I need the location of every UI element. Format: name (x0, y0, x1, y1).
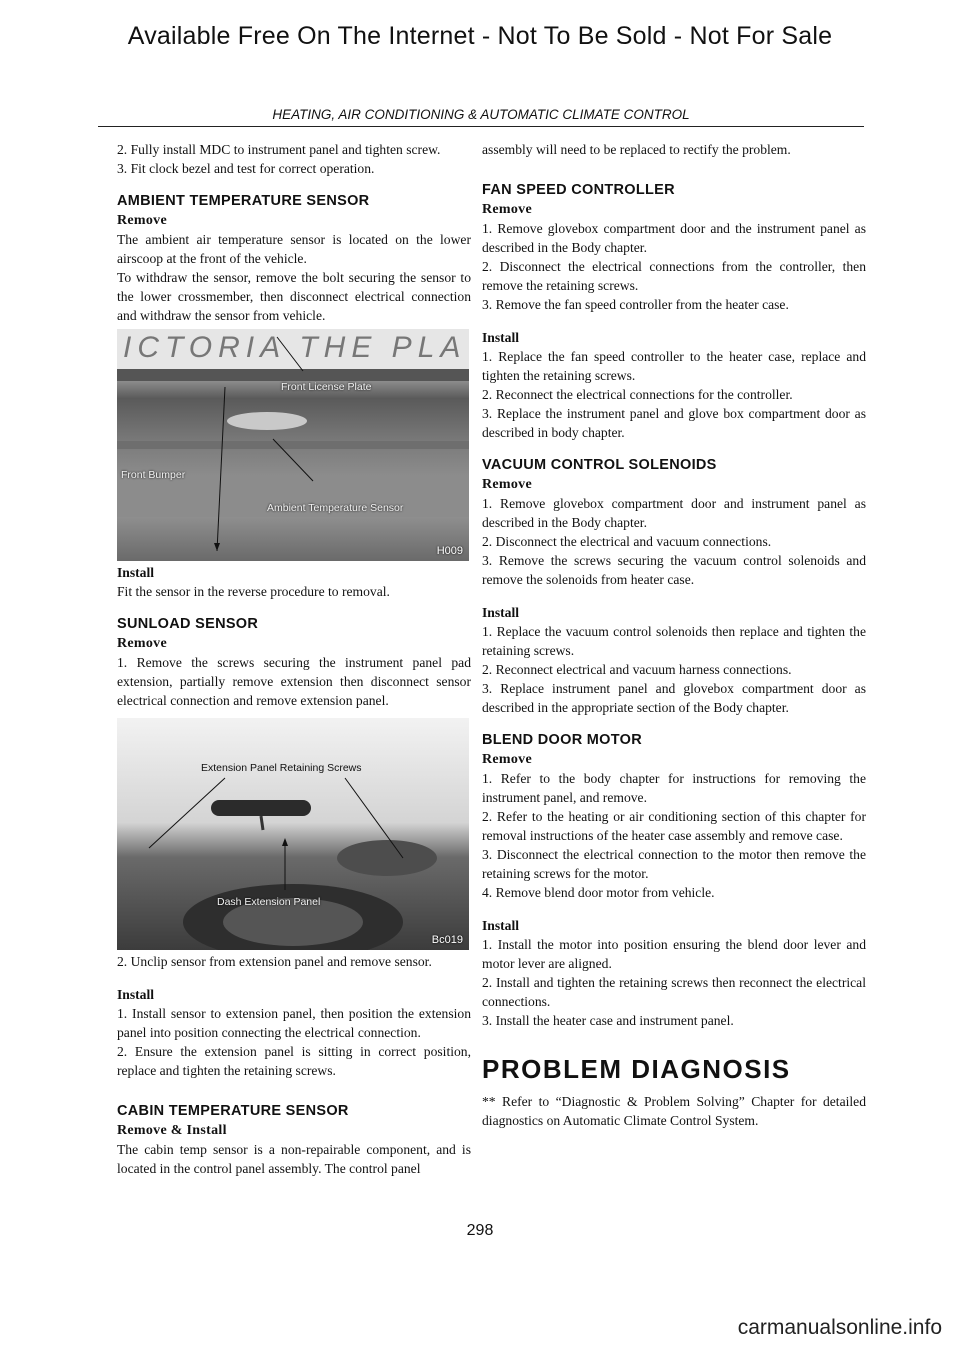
blend-remove-text-1: 1. Refer to the body chapter for instructions for removing the instrument panel, and remove. (482, 771, 866, 805)
vacuum-remove-heading: Remove (482, 477, 533, 492)
head-rule (98, 126, 864, 127)
cabin-title: CABIN TEMPERATURE SENSOR (117, 1103, 349, 1119)
cabin-text: The cabin temp sensor is a non-repairable component, and is located in the control panel assembly. The control panel (117, 1142, 471, 1176)
blend-remove-text-3: 3. Disconnect the electrical connection to the motor then remove the retaining screws for the motor. (482, 847, 866, 881)
cabin-continuation: assembly will need to be replaced to rectify the problem. (482, 142, 791, 157)
cabin-heading: Remove & Install (117, 1123, 227, 1138)
ambient-install-text: Fit the sensor in the reverse procedure to removal. (117, 584, 390, 599)
photo-code-bc019: Bc019 (431, 934, 463, 946)
vacuum-install-text-2: 2. Reconnect electrical and vacuum harness connections. (482, 662, 792, 677)
vacuum-title: VACUUM CONTROL SOLENOIDS (482, 457, 717, 473)
vacuum-remove-text-2: 2. Disconnect the electrical and vacuum connections. (482, 534, 772, 549)
watermark-bottom: carmanualsonline.info (737, 1316, 942, 1339)
blend-install-text-3: 3. Install the heater case and instrument panel. (482, 1013, 734, 1028)
sunload-remove-heading: Remove (117, 636, 168, 651)
ambient-remove-text-1: The ambient air temperature sensor is located on the lower airscoop at the front of the vehicle. (117, 232, 471, 266)
fan-install-text-2: 2. Reconnect the electrical connections for the controller. (482, 387, 793, 402)
sunload-sensor-photo (117, 718, 469, 950)
intro-step-2: 2. Fully install MDC to instrument panel and tighten screw. (117, 142, 441, 157)
fan-remove-heading: Remove (482, 202, 533, 217)
blend-install-text-1: 1. Install the motor into position ensuring the blend door lever and motor lever are aligned. (482, 937, 866, 971)
fan-install-text-1: 1. Replace the fan speed controller to the heater case, replace and tighten the retaining screws. (482, 349, 866, 383)
right-column (482, 140, 866, 1130)
vacuum-remove-text-1: 1. Remove glovebox compartment door and instrument panel as described in the Body chapter. (482, 496, 866, 530)
photo-code-h009: H009 (436, 545, 463, 557)
sunload-remove-text: 1. Remove the screws securing the instrument panel pad extension, partially remove extension then disconnect sensor electrical connection and remove extension panel. (117, 655, 471, 708)
sunload-step-2: 2. Unclip sensor from extension panel and remove sensor. (117, 954, 432, 969)
label-extension-panel-retaining-screws: Extension Panel Retaining Screws (201, 762, 362, 774)
vacuum-install-text-1: 1. Replace the vacuum control solenoids then replace and tighten the retaining screws. (482, 624, 866, 658)
plate-text: ICTORIA THE PLA (123, 331, 467, 364)
label-ambient-temperature-sensor: Ambient Temperature Sensor (267, 502, 404, 514)
label-dash-extension-panel: Dash Extension Panel (217, 896, 321, 908)
running-head: HEATING, AIR CONDITIONING & AUTOMATIC CLIMATE CONTROL (272, 107, 690, 122)
fan-install-text-3: 3. Replace the instrument panel and glove box compartment door as described in body chapter. (482, 406, 866, 440)
blend-remove-heading: Remove (482, 752, 533, 767)
blend-install-heading: Install (482, 918, 520, 933)
fan-remove-text-1: 1. Remove glovebox compartment door and the instrument panel as described in the Body chapter. (482, 221, 866, 255)
left-column (117, 140, 471, 1178)
intro-step-3: 3. Fit clock bezel and test for correct operation. (117, 161, 375, 176)
fan-title: FAN SPEED CONTROLLER (482, 182, 675, 198)
page-number: 298 (466, 1222, 494, 1239)
blend-install-text-2: 2. Install and tighten the retaining screws then reconnect the electrical connections. (482, 975, 866, 1009)
vacuum-install-heading: Install (482, 605, 520, 620)
fan-remove-text-2: 2. Disconnect the electrical connections from the controller, then remove the retaining screws. (482, 259, 866, 293)
ambient-sensor-photo (117, 329, 469, 561)
label-front-license-plate: Front License Plate (281, 381, 372, 393)
blend-title: BLEND DOOR MOTOR (482, 732, 643, 748)
ambient-remove-heading: Remove (117, 213, 168, 228)
fan-install-heading: Install (482, 330, 520, 345)
watermark-top: Available Free On The Internet - Not To Be Sold - Not For Sale (127, 22, 833, 50)
blend-remove-text-2: 2. Refer to the heating or air conditioning section of this chapter for removal instructions of the heater case assembly and remove case. (482, 809, 866, 843)
vacuum-install-text-3: 3. Replace instrument panel and glovebox compartment door as described in the appropriate section of the Body chapter. (482, 681, 866, 715)
problem-diagnosis-text: ** Refer to “Diagnostic & Problem Solving” Chapter for detailed diagnostics on Automatic Climate Control System. (482, 1094, 866, 1128)
fan-remove-text-3: 3. Remove the fan speed controller from the heater case. (482, 297, 789, 312)
dash-photo-graphic (117, 718, 469, 950)
sunload-install-text-2: 2. Ensure the extension panel is sitting in correct position, replace and tighten the retaining screws. (117, 1044, 471, 1078)
problem-diagnosis-title: PROBLEM DIAGNOSIS (482, 1054, 791, 1084)
label-front-bumper: Front Bumper (121, 469, 186, 481)
sunload-title: SUNLOAD SENSOR (117, 616, 259, 632)
sunload-install-text-1: 1. Install sensor to extension panel, then position the extension panel into position connecting the electrical connection. (117, 1006, 471, 1040)
ambient-install-heading: Install (117, 565, 155, 580)
sunload-install-heading: Install (117, 987, 155, 1002)
ambient-remove-text-2: To withdraw the sensor, remove the bolt securing the sensor to the lower crossmember, then disconnect electrical connection and withdraw the sensor from vehicle. (117, 270, 471, 323)
vacuum-remove-text-3: 3. Remove the screws securing the vacuum control solenoids and remove the solenoids from heater case. (482, 553, 866, 587)
blend-remove-text-4: 4. Remove blend door motor from vehicle. (482, 885, 715, 900)
ambient-title: AMBIENT TEMPERATURE SENSOR (117, 193, 370, 209)
